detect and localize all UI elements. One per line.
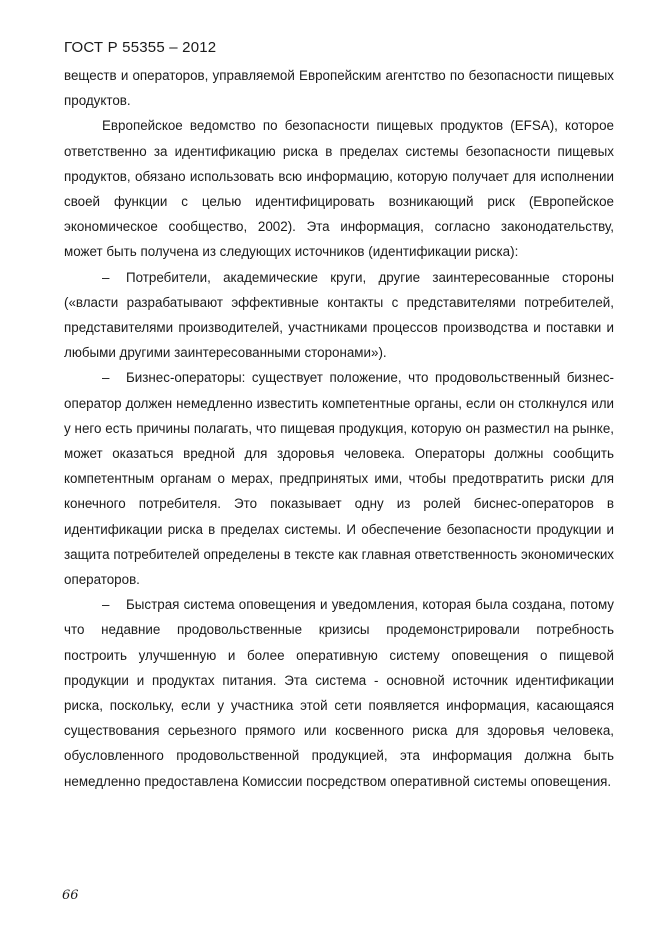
list-dash: –	[102, 370, 110, 386]
list-item-text: Быстрая система оповещения и уведомления, которая была создана, потому что недавние продовольственные кризисы продемонстрировали потребность построить улучшенную и более оперативную систему оповещения о пищевой продукции и продуктах питания. Эта система - основной источник идентификации риска, поскольку, если у участника этой сети появляется информация, касающаяся существования серьезного прямого или косвенного риска для здоровья человека, обусловленного продовольственной продукцией, эта информация должна быть немедленно предоставлена Комиссии посредством оперативной системы оповещения.	[64, 597, 614, 789]
list-item-consumers	[64, 265, 614, 366]
list-item-rapid-alert-system	[64, 592, 614, 794]
document-header: ГОСТ Р 55355 – 2012	[64, 39, 217, 56]
document-body	[64, 63, 614, 794]
list-item-text: Потребители, академические круги, другие заинтересованные стороны («власти разрабатывают эффективные контакты с представителями потребителей, представителями производителей, участниками процессов производства и поставки и любыми другими заинтересованными сторонами»).	[64, 269, 614, 361]
list-dash: –	[102, 597, 110, 613]
list-item-text: Бизнес-операторы: существует положение, что продовольственный бизнес-оператор должен немедленно известить компетентные органы, если он столкнулся или у него есть причины полагать, что пищевая продукция, которую он разместил на рынке, может оказаться вредной для здоровья человека. Операторы должны сообщить компетентным органам о мерах, предпринятых ими, чтобы предотвратить риски для конечного потребителя. Это показывает одну из ролей биснес-операторов в идентификации риска в пределах системы. И обеспечение безопасности продукции и защита потребителей определены в тексте как главная ответственность экономических операторов.	[64, 370, 614, 588]
list-item-business-operators	[64, 365, 614, 592]
paragraph-efsa: Европейское ведомство по безопасности пищевых продуктов (EFSA), которое ответственно за идентификацию риска в пределах системы безопасности пищевых продуктов, обязано использовать всю информацию, которую получает для исполнении своей функции с целью идентифицировать возникающий риск (Европейское экономическое сообщество, 2002). Эта информация, согласно законодательству, может быть получена из следующих источников (идентификации риска):	[64, 118, 614, 260]
list-dash: –	[102, 269, 110, 285]
paragraph-continuation: веществ и операторов, управляемой Европейским агентство по безопасности пищевых продуктов.	[64, 68, 614, 109]
page-number: 66	[62, 888, 79, 903]
